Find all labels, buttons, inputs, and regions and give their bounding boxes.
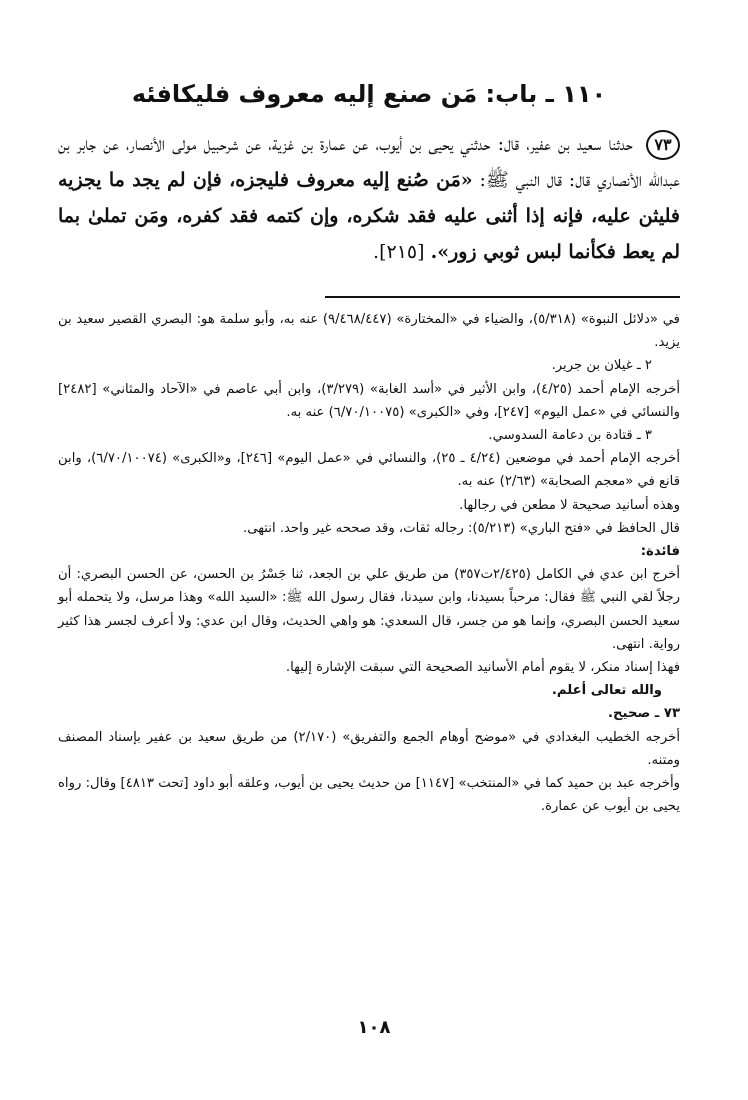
footnote-subtitle: ٢ ـ غيلان بن جرير.	[551, 358, 652, 374]
footnote-line: فهذا إسناد منكر، لا يقوم أمام الأسانيد الصحيحة التي سبقت الإشارة إليها.	[285, 660, 680, 676]
footnote-subtitle: ٣ ـ قتادة بن دعامة السدوسي.	[488, 428, 652, 444]
hadith-number-badge: ٧٣	[646, 130, 680, 160]
footnote-line: أخرجه الإمام أحمد في موضعين (٤/٢٤ ـ ٢٥)، والنسائي في «عمل اليوم» [٢٤٦]، و«الكبرى» (٦/٧٠/١٠٠٧٤)، وابن قانع في «معجم الصحابة» (٢/٦٣) عنه به.	[58, 451, 680, 490]
footnote-line: في «دلائل النبوة» (٥/٣١٨)، والضياء في «المختارة» (٩/٤٦٨/٤٤٧) عنه به، وأبو سلمة هو: البصري القصير سعيد بن يزيد.	[58, 312, 680, 351]
footnote-line: وأخرجه عبد بن حميد كما في «المنتخب» [١١٤٧] من حديث يحيى بن أيوب، وعلقه أبو داود [تحت ٤٨١٣] وقال: رواه يحيى بن أيوب عن عمارة.	[58, 776, 680, 815]
footnote-line: وهذه أسانيد صحيحة لا مطعن في رجالها.	[459, 497, 680, 513]
footnotes	[58, 308, 680, 818]
footnote-line: قال الحافظ في «فتح الباري» (٥/٢١٣): رجاله ثقات، وقد صححه غير واحد. انتهى.	[243, 520, 680, 536]
chapter-title: ـ باب: مَن صنع إليه معروف فليكافئه	[131, 80, 554, 108]
note-73-title: ٧٣ ـ صحيح.	[608, 706, 680, 722]
page-number: ١٠٨	[357, 1017, 391, 1038]
page	[58, 70, 680, 1100]
hadith-ref: [٢١٥].	[373, 241, 425, 263]
allah-alam: والله تعالى أعلم.	[551, 683, 662, 699]
chapter-number: ١١٠	[562, 80, 607, 108]
footnote-separator	[325, 296, 680, 298]
footnote-line: أخرجه الإمام أحمد (٤/٢٥)، وابن الأثير في «أسد الغابة» (٣/٢٧٩)، وابن أبي عاصم في «الآحاد والمثاني» [٢٤٨٢] والنسائي في «عمل اليوم» [٢٤٧]، وفي «الكبرى» (٦/٧٠/١٠٠٧٥) عنه به.	[58, 381, 681, 420]
hadith-isnad: حدثنا سعيد بن عفير، قال: حدثني يحيى بن أيوب، عن عمارة بن غزية، عن شرحبيل مولى الأنصار، عن جابر بن عبدالله الأنصاري قال: قال النبي ﷺ:	[58, 133, 680, 191]
chapter-heading	[58, 80, 680, 108]
footnote-line: أخرج ابن عدي في الكامل (٢/٤٢٥ت٣٥٧) من طريق علي بن الجعد، ثنا جَسْرُ بن الحسن، عن الحسن البصري: أن رجلاً لقي النبي ﷺ فقال: مرحباً بسيدنا، وابن سيدنا، فقال رسول الله ﷺ: «السيد الله» وهذا مرسل، ولا يتحمله أبو سعيد الحسن البصري، وإنما هو من جسر، قال السعدي: هو واهي الحديث، وقال ابن عدي: ولا أعرف لجسر هذا كثير رواية. انتهى.	[58, 567, 680, 652]
hadith-paragraph	[58, 126, 680, 270]
hadith-block	[58, 126, 680, 270]
footnote-line: أخرجه الخطيب البغدادي في «موضح أوهام الجمع والتفريق» (٢/١٧٠) من طريق سعيد بن عفير بإسناد المصنف ومتنه.	[58, 729, 680, 768]
faida-title: فائدة:	[640, 544, 680, 560]
hadith-matn: «مَن صُنع إليه معروف فليجزه، فإن لم يجد ما يجزيه فليثن عليه، فإنه إذا أثنى عليه فقد شكره، وإن كتمه فقد كفره، ومَن تملىٰ بما لم يعط فكأنما لبس ثوبي زور».	[58, 169, 680, 263]
